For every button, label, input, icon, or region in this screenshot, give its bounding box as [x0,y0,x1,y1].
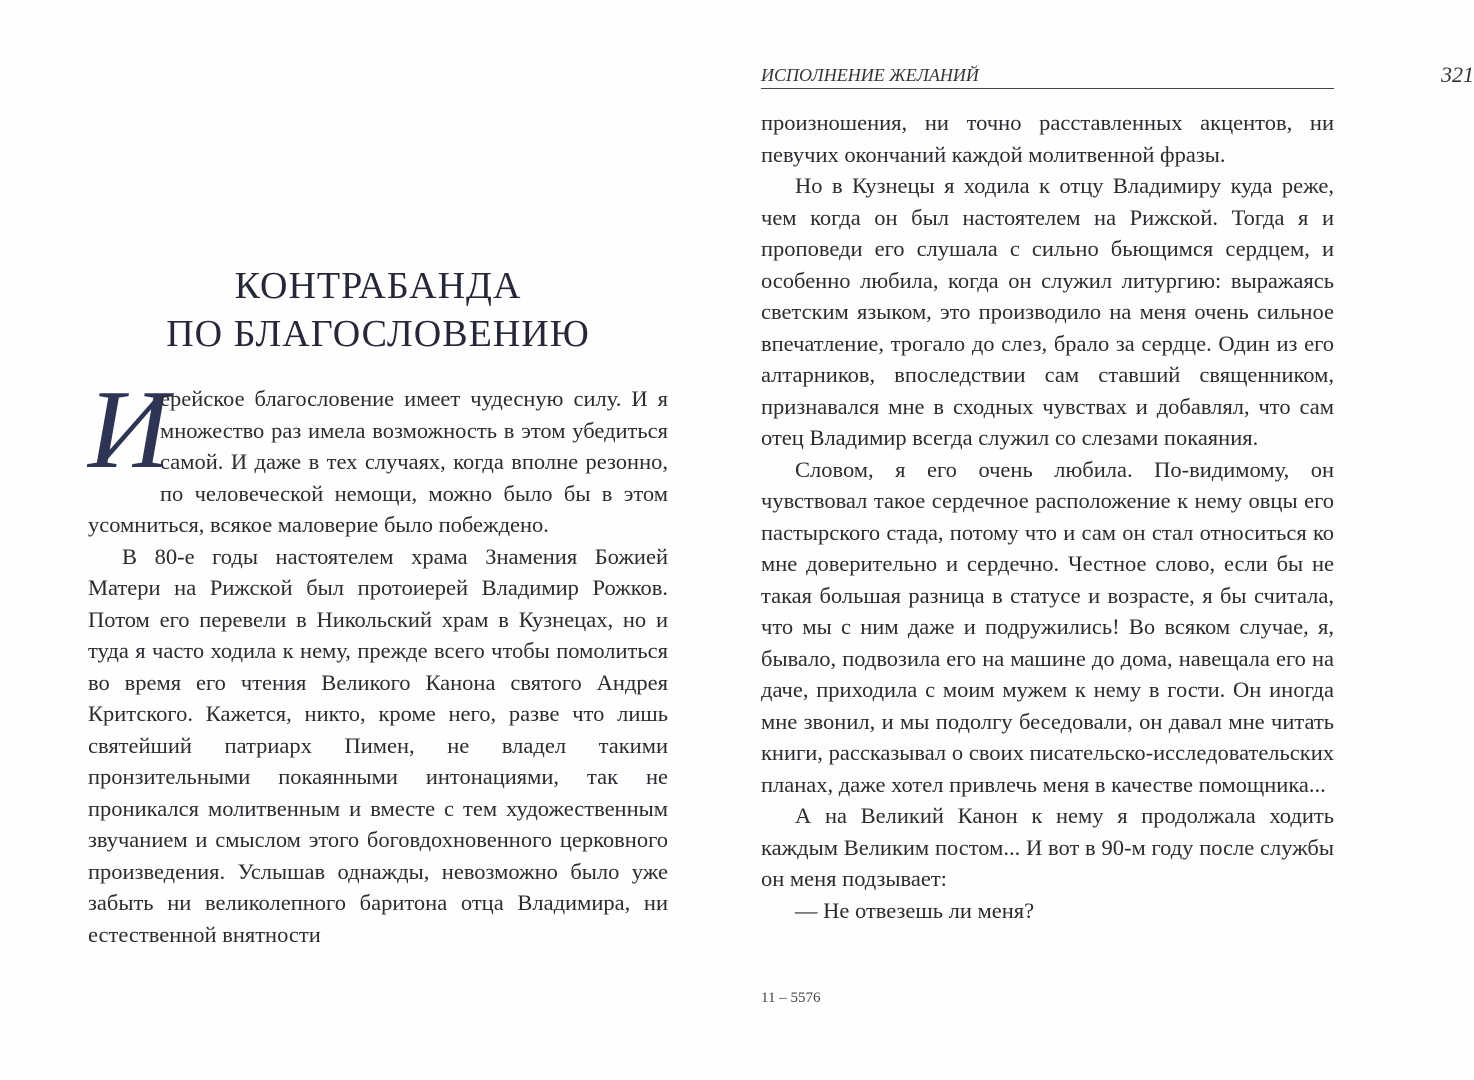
paragraph: А на Великий Канон к нему я продолжала ходить каждым Великим постом... И вот в 90-м году после службы он меня подзывает: [761,803,1334,891]
dialogue-line: — Не отвезешь ли меня? [795,897,1035,923]
paragraph: Словом, я его очень любила. По-видимому, он чувствовал такое сердечное расположение к нему овцы его пастырского стада, потому что и сам он стал относиться ко мне доверительно и сердечно. Честное слово, если бы не такая большая разница в статусе и возрасте, я бы считала, что мы с ним даже и подружились! Во всяком случае, я, бывало, подвозила его на машине до дома, навещала его на даче, приходила с моим мужем к нему в гости. Он иногда мне звонил, и мы подолгу беседовали, он давал мне читать книги, рассказывал о своих писательско-исследовательских планах, даже хотел привлечь меня в качестве помощника... [761,456,1334,797]
printer-signature: 11 – 5576 [761,990,821,1006]
chapter-title [88,262,668,358]
chapter-title-line-2: ПО БЛАГОСЛОВЕНИЮ [166,313,590,355]
paragraph: В 80-е годы настоятелем храма Знамения Божией Матери на Рижской был протоиерей Владимир Рожков. Потом его перевели в Никольский храм в Кузнецах, но и туда я часто ходила к нему, прежде всего чтобы помолиться во время его чтения Великого Канона святого Андрея Критского. Кажется, никто, кроме него, разве что лишь святейший патриарх Пимен, не владел такими пронзительными покаянными интонациями, так не проникался молитвенным и вместе с тем художественным звучанием и смыслом этого боговдохновенного церковного произведения. Услышав однажды, невозможно было уже забыть ни великолепного баритона отца Владимира, ни естественной внятности [88,543,668,947]
paragraph-text: ерейское благословение имеет чудесную силу. И я множество раз имела возможность в этом убедиться самой. И даже в тех случаях, когда вполне резонно, по человеческой немощи, можно было бы в этом усомниться, всякое маловерие было побеждено. [88,386,668,537]
left-page [0,0,709,1080]
right-body-text [761,107,1334,926]
paragraph: произношения, ни точно расставленных акцентов, ни певучих окончаний каждой молитвенной фразы. [761,110,1334,167]
drop-cap: И [88,368,169,492]
paragraph [88,368,668,541]
page-number: 321 [1441,62,1474,87]
chapter-title-line-1: КОНТРАБАНДА [234,265,522,307]
running-head [761,62,1334,89]
paragraph: Но в Кузнецы я ходила к отцу Владимиру куда реже, чем когда он был настоятелем на Рижской. Тогда я и проповеди его слушала с сильно бьющимся сердцем, и особенно любила, когда он служил литургию: выражаясь светским языком, это производило на меня очень сильное впечатление, трогало до слез, брало за сердце. Один из его алтарников, впоследствии сам ставший священником, признавался мне в сходных чувствах и добавлял, что сам отец Владимир всегда служил со слезами покаяния. [761,173,1334,450]
right-page [709,0,1474,1080]
left-body-text [88,368,668,950]
running-title: ИСПОЛНЕНИЕ ЖЕЛАНИЙ [761,65,979,85]
